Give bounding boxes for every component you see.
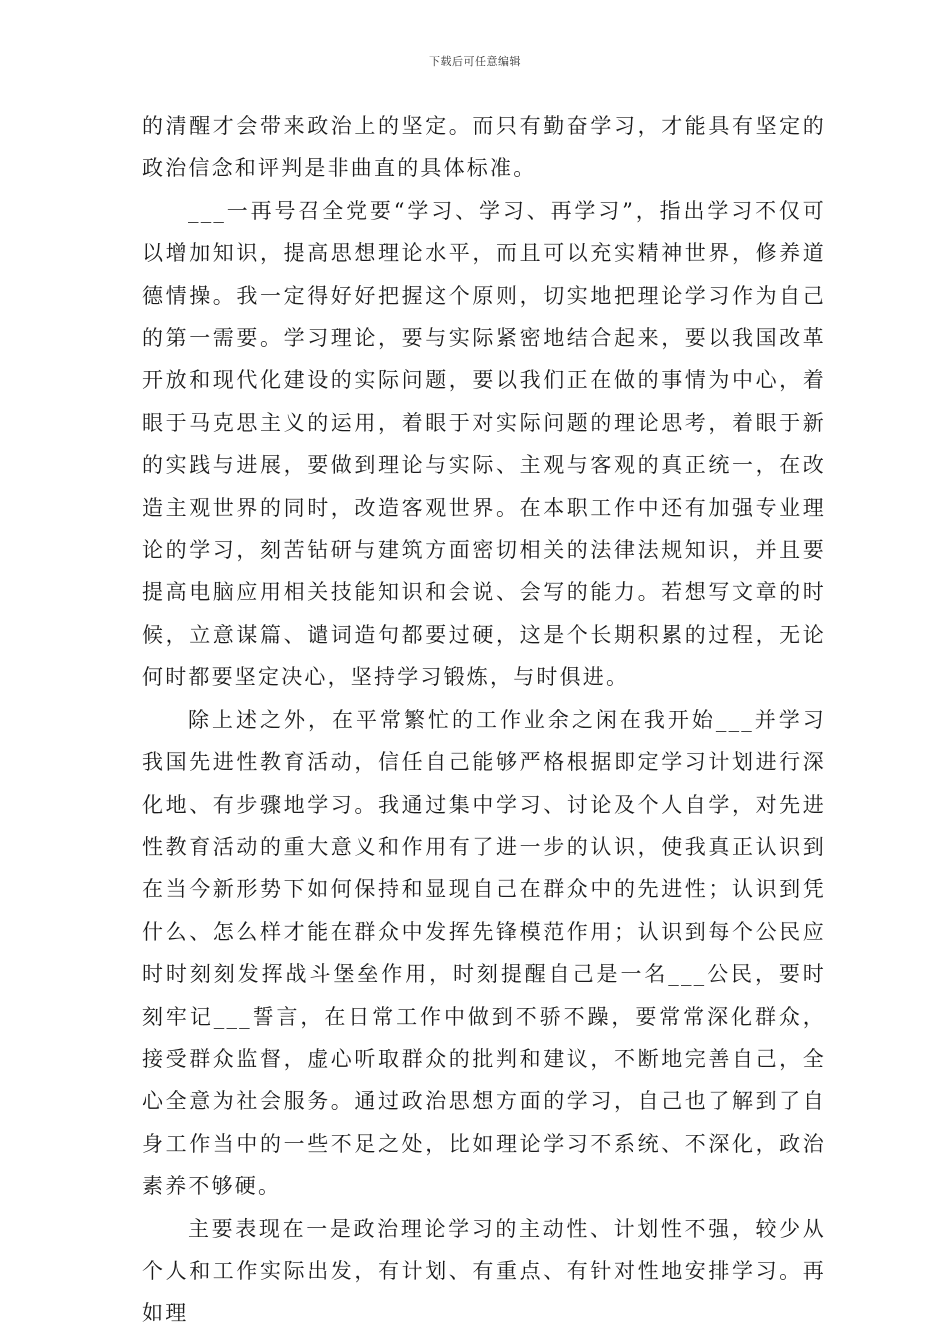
paragraph-study-theory: ___一再号召全党要“学习、学习、再学习”，指出学习不仅可以增加知识，提高思想理论水平，而且可以充实精神世界，修养道德情操。我一定得好好把握这个原则，切实地把理论学习作为自己的第一需要。学习理论，要与实际紧密地结合起来，要以我国改革开放和现代化建设的实际问题，要以我们正在做的事情为中心，着眼于马克思主义的运用，着眼于对实际问题的理论思考，着眼于新的实践与进展，要做到理论与实际、主观与客观的真正统一，在改造主观世界的同时，改造客观世界。在本职工作中还有加强专业理论的学习，刻苦钻研与建筑方面密切相关的法律法规知识，并且要提高电脑应用相关技能知识和会说、会写的能力。若想写文章的时候，立意谋篇、谴词造句都要过硬，这是个长期积累的过程，无论何时都要坚定决心，坚持学习锻炼，与时俱进。 xyxy=(142,198,826,690)
paragraph-advanced-education: 除上述之外，在平常繁忙的工作业余之闲在我开始___并学习我国先进性教育活动，信任自己能够严格根据即定学习计划进行深化地、有步骤地学习。我通过集中学习、讨论及个人自学，对先进性教育活动的重大意义和作用有了进一步的认识，使我真正认识到在当今新形势下如何保持和显现自己在群众中的先进性；认识到凭什么、怎么样才能在群众中发挥先锋模范作用；认识到每个公民应时时刻刻发挥战斗堡垒作用，时刻提醒自己是一名___公民，要时刻牢记___誓言，在日常工作中做到不骄不躁，要常常深化群众，接受群众监督，虚心听取群众的批判和建议，不断地完善自己，全心全意为社会服务。通过政治思想方面的学习，自己也了解到了自身工作当中的一些不足之处，比如理论学习不系统、不深化，政治素养不够硬。 xyxy=(142,707,826,1199)
page-header: 下载后可任意编辑 xyxy=(429,55,521,68)
paragraph-continuation: 的清醒才会带来政治上的坚定。而只有勤奋学习，才能具有坚定的政治信念和评判是非曲直的具体标准。 xyxy=(142,114,826,181)
document-body xyxy=(142,105,826,1335)
paragraph-main-issues: 主要表现在一是政治理论学习的主动性、计划性不强，较少从个人和工作实际出发，有计划、有重点、有针对性地安排学习。再如理 xyxy=(142,1216,826,1326)
